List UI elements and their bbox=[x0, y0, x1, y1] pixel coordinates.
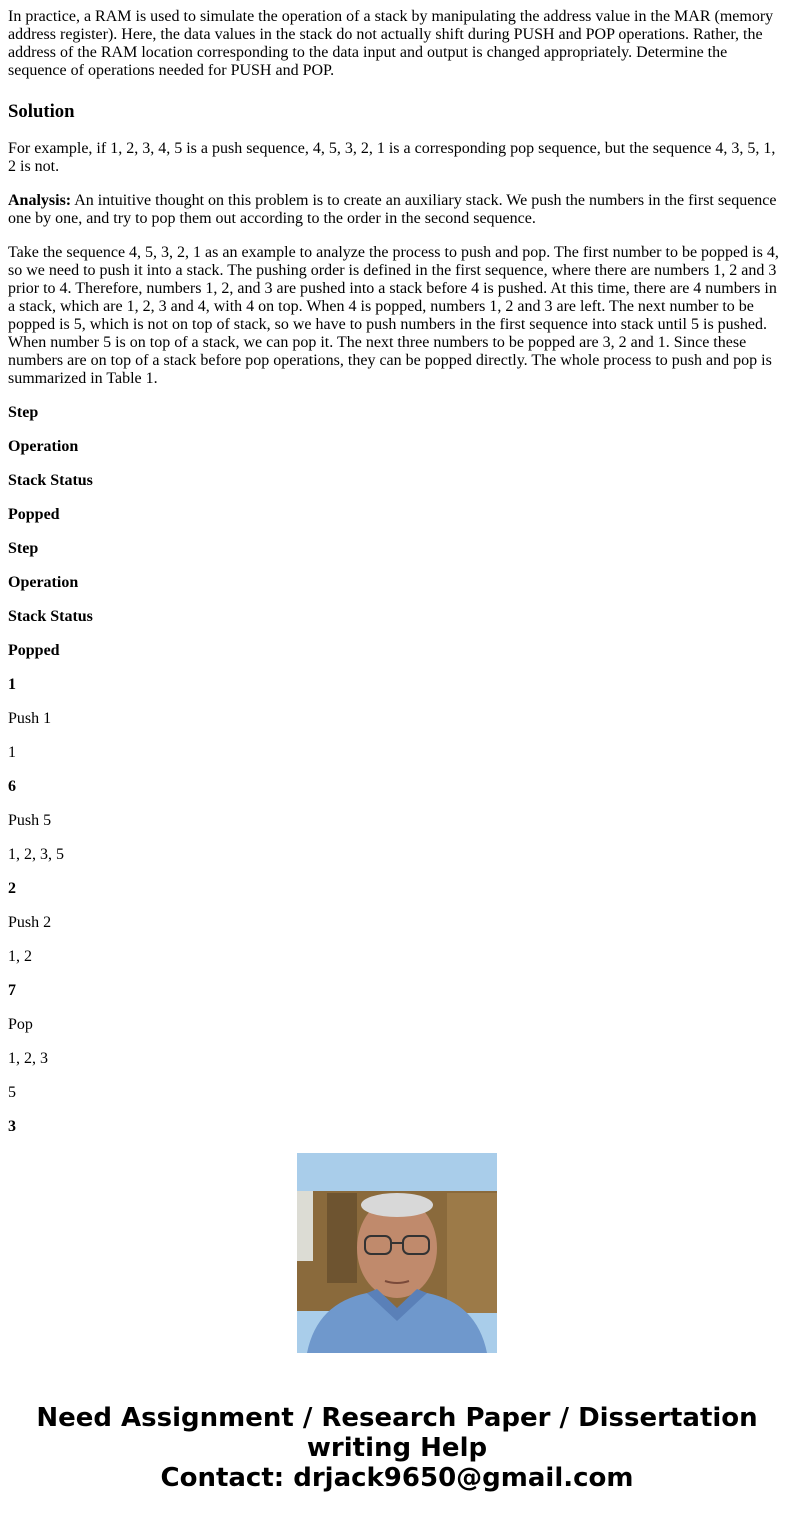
footer-line-1: Need Assignment / Research Paper / Dissertation bbox=[36, 1403, 758, 1433]
author-photo bbox=[297, 1153, 497, 1353]
footer-contact: Contact: drjack9650@gmail.com bbox=[160, 1463, 634, 1493]
table-cell: 1 bbox=[8, 676, 16, 693]
analysis-paragraph bbox=[8, 192, 780, 228]
problem-statement: In practice, a RAM is used to simulate the operation of a stack by manipulating the address value in the MAR (memory address register). Here, the data values in the stack do not actually shift during PUSH and POP operations. Rather, the address of the RAM location corresponding to the data input and output is changed appropriately. Determine the sequence of operations needed for PUSH and POP. bbox=[8, 8, 774, 79]
table-cell: 2 bbox=[8, 880, 16, 897]
process-paragraph: Take the sequence 4, 5, 3, 2, 1 as an example to analyze the process to push and pop. The first number to be popped is 4, so we need to push it into a stack. The pushing order is defined in the first sequence, where there are numbers 1, 2 and 3 prior to 4. Therefore, numbers 1, 2, and 3 are pushed into a stack before 4 is pushed. At this time, there are 4 numbers in a stack, which are 1, 2, 3 and 4, with 4 on top. When 4 is popped, numbers 1, 2 and 3 are left. The next number to be popped is 5, which is not on top of stack, so we have to push numbers in the first sequence into stack until 5 is pushed. When number 5 is on top of a stack, we can pop it. The next three numbers to be popped are 3, 2 and 1. Since these numbers are on top of a stack before pop operations, they can be popped directly. The whole process to push and pop is summarized in Table 1. bbox=[8, 244, 779, 387]
table-cells bbox=[8, 404, 780, 1136]
table-cell: 7 bbox=[8, 982, 16, 999]
footer-line-2: writing Help bbox=[306, 1433, 488, 1463]
analysis-label: Analysis: bbox=[8, 192, 72, 209]
table-cell: Pop bbox=[8, 1016, 33, 1033]
table-cell: Step bbox=[8, 404, 39, 421]
table-cell: 1, 2, 3 bbox=[8, 1050, 48, 1067]
footer-banner bbox=[0, 1403, 794, 1493]
table-cell: Step bbox=[8, 540, 39, 557]
example-paragraph: For example, if 1, 2, 3, 4, 5 is a push sequence, 4, 5, 3, 2, 1 is a corresponding pop sequence, but the sequence 4, 3, 5, 1, 2 is not. bbox=[8, 140, 776, 175]
solution-heading: Solution bbox=[8, 101, 75, 122]
article-body bbox=[8, 0, 780, 1135]
table-cell: Operation bbox=[8, 438, 79, 455]
table-cell: Popped bbox=[8, 506, 60, 523]
table-cell: Popped bbox=[8, 642, 60, 659]
table-cell: 1 bbox=[8, 744, 16, 761]
author-photo-image bbox=[297, 1153, 497, 1353]
table-cell: Operation bbox=[8, 574, 79, 591]
table-cell: Push 2 bbox=[8, 914, 52, 931]
table-cell: 3 bbox=[8, 1118, 16, 1135]
table-cell: Push 1 bbox=[8, 710, 52, 727]
table-cell: Stack Status bbox=[8, 608, 93, 625]
table-cell: Push 5 bbox=[8, 812, 52, 829]
table-cell: 6 bbox=[8, 778, 16, 795]
table-cell: 1, 2 bbox=[8, 948, 32, 965]
table-cell: 1, 2, 3, 5 bbox=[8, 846, 64, 863]
table-cell: Stack Status bbox=[8, 472, 93, 489]
table-cell: 5 bbox=[8, 1084, 16, 1101]
analysis-text: An intuitive thought on this problem is to create an auxiliary stack. We push the numbers in the first sequence one by one, and try to pop them out according to the order in the second sequence. bbox=[8, 192, 777, 227]
